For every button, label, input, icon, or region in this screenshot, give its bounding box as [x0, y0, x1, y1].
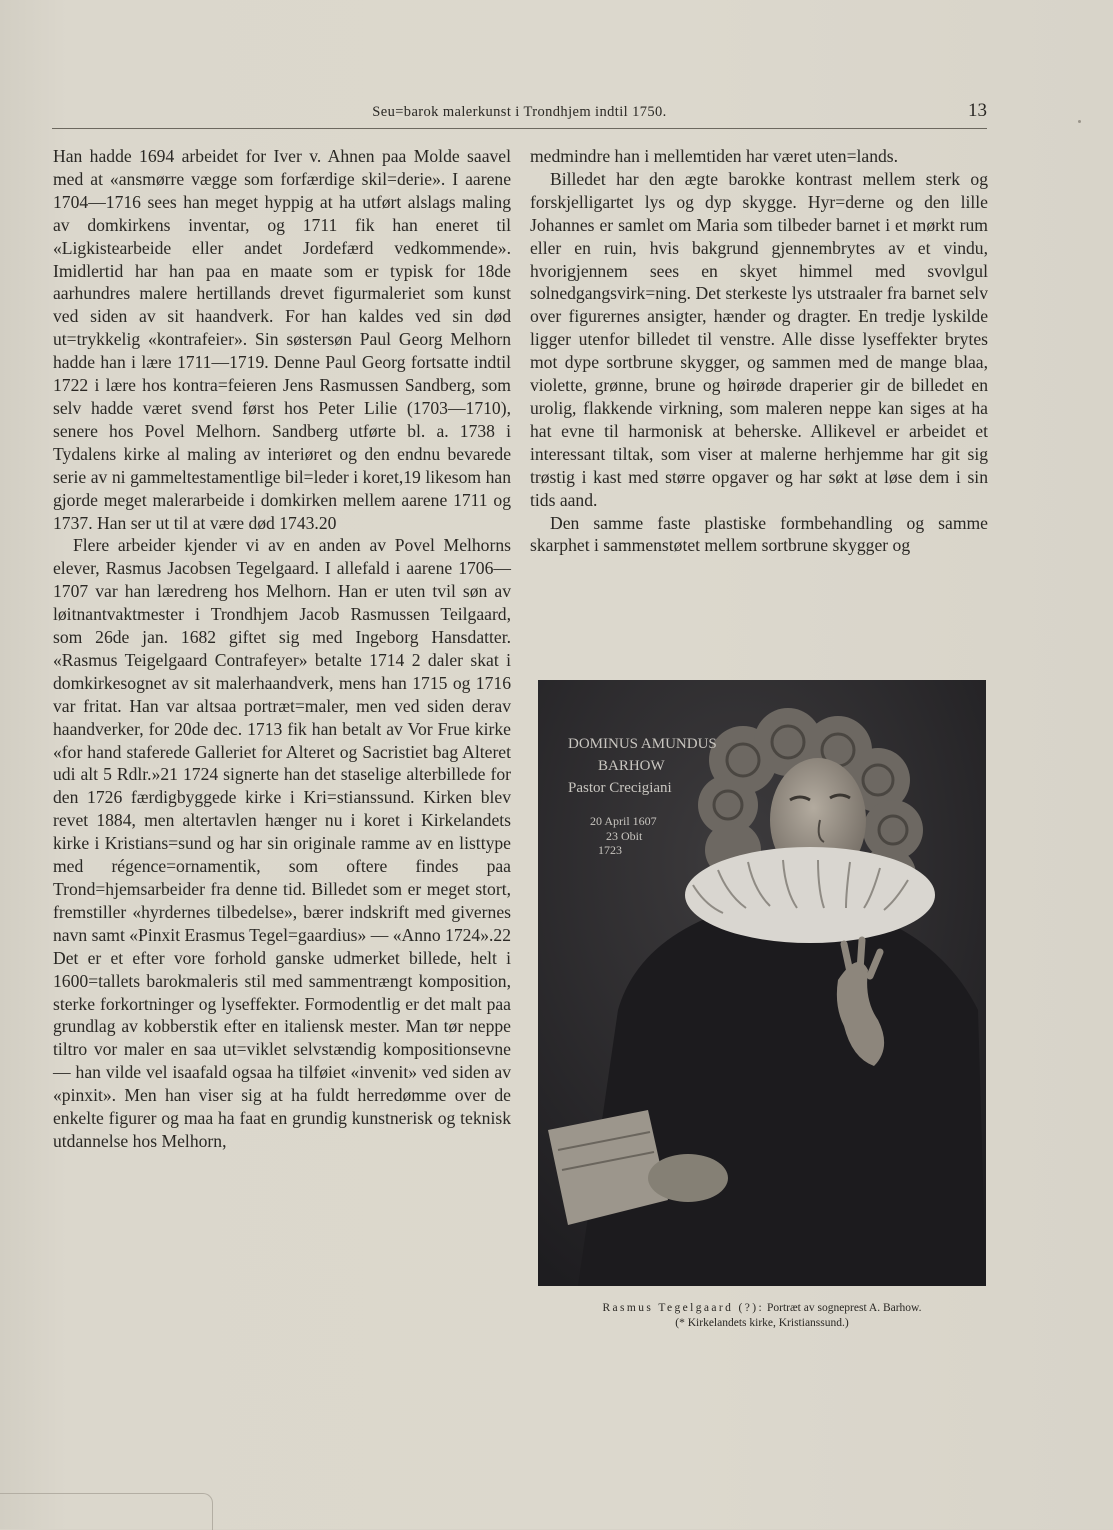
page-fold-edge	[0, 1493, 213, 1530]
inscription-line: 20 April 1607	[590, 814, 657, 828]
paragraph: medmindre han i mellemtiden har været uten=lands.	[530, 146, 899, 166]
paragraph: Den samme faste plastiske formbehandling og samme skarphet i sammenstøtet mellem sortbrune skygger og	[530, 512, 988, 556]
inscription-line: Pastor Crecigiani	[568, 780, 672, 796]
paper-mark	[1078, 120, 1081, 123]
caption-name: Rasmus Tegelgaard (?):	[602, 1302, 765, 1314]
paragraph: Billedet har den ægte barokke kontrast mellem sterk og forskjelligartet lys og dyp skygge. Hyr=derne og den lille Johannes er samlet om Maria som tilbeder barnet i et mørkt rum eller en ruin, hvis bakgrund gjennembrytes av et vindu, hvorigjennem sees en skyet himmel med svovlgul solnedgangsvirk=ning. Det sterkeste lys utstraaler fra barnet selv over figurernes ansigter, hænder og dragter. En tredje lyskilde ligger utenfor billedet til venstre. Alle disse lyseffekter brytes mot dype sortbrune skygger, og sammen med de mange blaa, violette, grønne, brune og høirøde draperier gir de billedet en urolig, flakkende virkning, som maleren neppe kan siges at ha hat evne til harmonisk at beherske. Allikevel er arbeidet et interessant tiltak, som viser at malerne herhjemme har git sig trøstig i kast med større opgaver og har søkt at løse dem i sin tids aand.	[530, 168, 988, 510]
caption-location: (* Kirkelandets kirke, Kristianssund.)	[675, 1317, 849, 1329]
portrait-figure	[538, 680, 986, 1286]
inscription-line: 23 Obit	[606, 829, 643, 843]
figure-caption	[538, 1301, 986, 1331]
inscription-line: BARHOW	[598, 758, 665, 774]
page-number: 13	[968, 100, 987, 121]
left-column	[53, 145, 511, 1153]
running-header	[52, 100, 987, 129]
running-title: Seu=barok malerkunst i Trondhjem indtil 1750.	[372, 104, 667, 120]
inscription-line: DOMINUS AMUNDUS	[568, 736, 717, 752]
paragraph: Flere arbeider kjender vi av en anden av Povel Melhorns elever, Rasmus Jacobsen Tegelgaard. I allefald i aarene 1706—1707 var han læredreng hos Melhorn. Han er uten tvil søn av løitnantvaktmester i Trondhjem Jacob Rasmussen Teilgaard, som 26de jan. 1682 giftet sig med Ingeborg Hansdatter. «Rasmus Teigelgaard Contrafeyer» betalte 1714 2 daler skat i domkirkesognet av sit malerhaandverk, mens han 1715 og 1716 var fritat. Han var altsaa portræt=maler, men ved siden derav haandverker, for 20de dec. 1713 fik han betalt av Vor Frue kirke «for hand staferede Galleriet for Alteret og Sacristiet bag Alteret udi alt 5 Rdlr.»21 1724 signerte han det staselige alterbillede for den 1726 færdigbyggede kirke i Kri=stianssund. Kirken blev revet 1884, men altertavlen hænger nu i koret i Kirkelandets kirke i Kristians=sund og har sin originale ramme av en listtype med régence=ornamentik, som oftere findes paa Trond=hjemsarbeider fra denne tid. Billedet som er meget stort, fremstiller «hyrdernes tilbedelse», bærer indskrift med givernes navn samt «Pinxit Erasmus Tegel=gaardius» — «Anno 1724».22 Det er et efter vore forhold ganske udmerket billede, helt i 1600=tallets barokmaleris stil med sammentrængt komposition, sterke forkortninger og lyseffekter. Formodentlig er det malt paa grundlag av kobberstik efter en italiensk mester. Man tør neppe tiltro vor maler en saa ut=viklet selvstændig kompositionsevne — han vilde vel isaafald ogsaa ha tilføiet «invenit» ved siden av «pinxit». Men han viser sig at ha fuldt herredømme over de enkelte figurer og maa ha faat en grundig kunstnerisk og teknisk utdannelse hos Melhorn,	[53, 535, 511, 1151]
portrait-image	[538, 680, 986, 1286]
inscription-line: 1723	[598, 843, 622, 857]
paragraph: Han hadde 1694 arbeidet for Iver v. Ahnen paa Molde saavel med at «ansmørre vægge som forfærdige skil=derie». I aarene 1704—1716 sees han meget hyppig at ha utført alslags maling av domkirkens inventar, og 1711 fik han eneret til «Ligkistearbeide eller andet Jordefærd vedkommende». Imidlertid har han paa en maate som er typisk for 18de aarhundres malere hertillands drevet figurmaleriet som kunst ved siden av sit haandverk. For han kaldes ved sin død ut=trykkelig «kontrafeier». Sin søstersøn Paul Georg Melhorn hadde han i lære 1711—1719. Denne Paul Georg fortsatte indtil 1722 i lære hos kontra=feieren Jens Rasmussen Sandberg, som selv hadde været svend først hos Peter Lilie (1703—1710), senere hos Povel Melhorn. Sandberg utførte bl. a. 1738 i Tydalens kirke al maling av interiøret og den endnu bevarede serie av ni gammeltestamentlige bil=leder i koret,19 likesom han gjorde meget malerarbeide i domkirken mellem aarene 1711 og 1737. Han ser ut til at være død 1743.20	[53, 146, 511, 533]
caption-text: Portræt av sogneprest A. Barhow.	[767, 1302, 922, 1314]
right-column	[530, 145, 988, 557]
